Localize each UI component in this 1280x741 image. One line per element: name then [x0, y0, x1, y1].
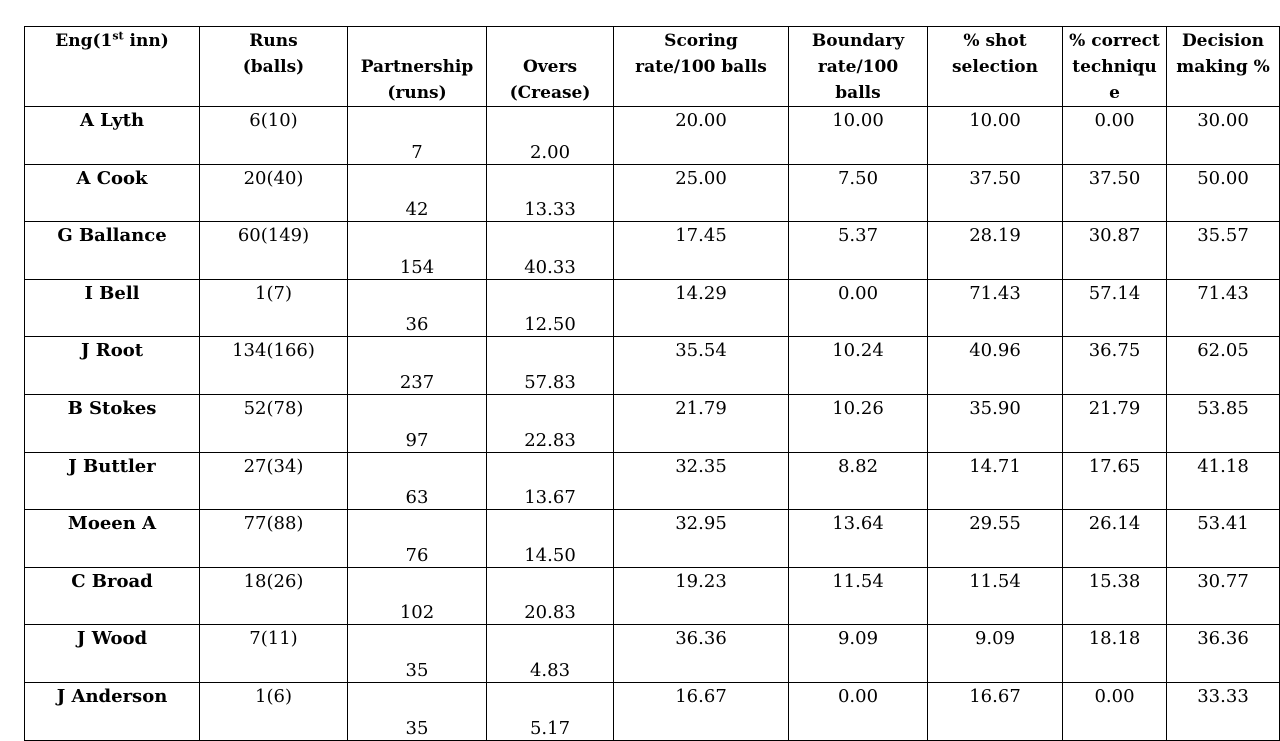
boundary-rate-cell: 11.54: [789, 567, 928, 625]
table-row: [25, 164, 1280, 222]
shot-selection-cell: 35.90: [928, 394, 1063, 452]
player-name-cell: A Cook: [25, 164, 200, 222]
decision-making-cell: 53.41: [1167, 510, 1280, 568]
header-boundary-rate: Boundary rate/100 balls: [789, 27, 928, 107]
partnership-runs-cell: 36: [348, 279, 487, 337]
runs-balls-cell: 6(10): [200, 107, 348, 165]
boundary-rate-cell: 0.00: [789, 682, 928, 740]
boundary-rate-cell: 9.09: [789, 625, 928, 683]
header-shot-selection: % shot selection: [928, 27, 1063, 107]
runs-balls-cell: 20(40): [200, 164, 348, 222]
shot-selection-cell: 37.50: [928, 164, 1063, 222]
player-name-cell: J Anderson: [25, 682, 200, 740]
overs-crease-cell: 4.83: [487, 625, 614, 683]
shot-selection-cell: 71.43: [928, 279, 1063, 337]
boundary-rate-cell: 5.37: [789, 222, 928, 280]
boundary-rate-cell: 0.00: [789, 279, 928, 337]
player-name-cell: J Root: [25, 337, 200, 395]
correct-technique-cell: 37.50: [1063, 164, 1167, 222]
header-innings: Eng(1st inn): [25, 27, 200, 107]
decision-making-cell: 62.05: [1167, 337, 1280, 395]
shot-selection-cell: 16.67: [928, 682, 1063, 740]
header-correct-technique: % correct techniqu e: [1063, 27, 1167, 107]
shot-selection-cell: 10.00: [928, 107, 1063, 165]
partnership-runs-cell: 7: [348, 107, 487, 165]
header-partnership: Partnership (runs): [348, 27, 487, 107]
boundary-rate-cell: 7.50: [789, 164, 928, 222]
correct-technique-cell: 36.75: [1063, 337, 1167, 395]
scoring-rate-cell: 16.67: [614, 682, 789, 740]
table-row: [25, 107, 1280, 165]
shot-selection-cell: 28.19: [928, 222, 1063, 280]
table-row: [25, 682, 1280, 740]
partnership-runs-cell: 35: [348, 625, 487, 683]
overs-crease-cell: 14.50: [487, 510, 614, 568]
table-row: [25, 567, 1280, 625]
overs-crease-cell: 13.33: [487, 164, 614, 222]
runs-balls-cell: 60(149): [200, 222, 348, 280]
player-name-cell: J Buttler: [25, 452, 200, 510]
decision-making-cell: 50.00: [1167, 164, 1280, 222]
table-row: [25, 625, 1280, 683]
player-name-cell: B Stokes: [25, 394, 200, 452]
batting-analysis-table: [24, 26, 1280, 741]
scoring-rate-cell: 21.79: [614, 394, 789, 452]
runs-balls-cell: 52(78): [200, 394, 348, 452]
runs-balls-cell: 7(11): [200, 625, 348, 683]
correct-technique-cell: 0.00: [1063, 107, 1167, 165]
header-decision-making: Decision making %: [1167, 27, 1280, 107]
shot-selection-cell: 29.55: [928, 510, 1063, 568]
shot-selection-cell: 40.96: [928, 337, 1063, 395]
player-name-cell: J Wood: [25, 625, 200, 683]
player-name-cell: C Broad: [25, 567, 200, 625]
correct-technique-cell: 15.38: [1063, 567, 1167, 625]
decision-making-cell: 36.36: [1167, 625, 1280, 683]
partnership-runs-cell: 76: [348, 510, 487, 568]
decision-making-cell: 41.18: [1167, 452, 1280, 510]
overs-crease-cell: 40.33: [487, 222, 614, 280]
header-scoring-rate: Scoring rate/100 balls: [614, 27, 789, 107]
correct-technique-cell: 0.00: [1063, 682, 1167, 740]
scoring-rate-cell: 32.95: [614, 510, 789, 568]
partnership-runs-cell: 35: [348, 682, 487, 740]
correct-technique-cell: 21.79: [1063, 394, 1167, 452]
partnership-runs-cell: 42: [348, 164, 487, 222]
decision-making-cell: 71.43: [1167, 279, 1280, 337]
partnership-runs-cell: 154: [348, 222, 487, 280]
overs-crease-cell: 22.83: [487, 394, 614, 452]
shot-selection-cell: 11.54: [928, 567, 1063, 625]
decision-making-cell: 30.00: [1167, 107, 1280, 165]
runs-balls-cell: 27(34): [200, 452, 348, 510]
overs-crease-cell: 20.83: [487, 567, 614, 625]
player-name-cell: G Ballance: [25, 222, 200, 280]
header-overs: Overs (Crease): [487, 27, 614, 107]
header-runs: Runs (balls): [200, 27, 348, 107]
player-name-cell: A Lyth: [25, 107, 200, 165]
runs-balls-cell: 18(26): [200, 567, 348, 625]
boundary-rate-cell: 10.26: [789, 394, 928, 452]
partnership-runs-cell: 63: [348, 452, 487, 510]
overs-crease-cell: 57.83: [487, 337, 614, 395]
scoring-rate-cell: 19.23: [614, 567, 789, 625]
correct-technique-cell: 18.18: [1063, 625, 1167, 683]
decision-making-cell: 30.77: [1167, 567, 1280, 625]
decision-making-cell: 35.57: [1167, 222, 1280, 280]
table-row: [25, 279, 1280, 337]
scoring-rate-cell: 35.54: [614, 337, 789, 395]
boundary-rate-cell: 10.24: [789, 337, 928, 395]
overs-crease-cell: 13.67: [487, 452, 614, 510]
player-name-cell: I Bell: [25, 279, 200, 337]
overs-crease-cell: 12.50: [487, 279, 614, 337]
boundary-rate-cell: 8.82: [789, 452, 928, 510]
scoring-rate-cell: 32.35: [614, 452, 789, 510]
table-row: [25, 394, 1280, 452]
player-name-cell: Moeen A: [25, 510, 200, 568]
shot-selection-cell: 14.71: [928, 452, 1063, 510]
table-header: [25, 27, 1280, 107]
scoring-rate-cell: 14.29: [614, 279, 789, 337]
boundary-rate-cell: 10.00: [789, 107, 928, 165]
correct-technique-cell: 17.65: [1063, 452, 1167, 510]
correct-technique-cell: 26.14: [1063, 510, 1167, 568]
runs-balls-cell: 1(6): [200, 682, 348, 740]
table-row: [25, 337, 1280, 395]
table-row: [25, 510, 1280, 568]
decision-making-cell: 33.33: [1167, 682, 1280, 740]
table-row: [25, 452, 1280, 510]
decision-making-cell: 53.85: [1167, 394, 1280, 452]
partnership-runs-cell: 237: [348, 337, 487, 395]
scoring-rate-cell: 36.36: [614, 625, 789, 683]
overs-crease-cell: 2.00: [487, 107, 614, 165]
overs-crease-cell: 5.17: [487, 682, 614, 740]
partnership-runs-cell: 97: [348, 394, 487, 452]
runs-balls-cell: 134(166): [200, 337, 348, 395]
correct-technique-cell: 30.87: [1063, 222, 1167, 280]
table-body: [25, 107, 1280, 741]
runs-balls-cell: 1(7): [200, 279, 348, 337]
table-row: [25, 222, 1280, 280]
partnership-runs-cell: 102: [348, 567, 487, 625]
correct-technique-cell: 57.14: [1063, 279, 1167, 337]
boundary-rate-cell: 13.64: [789, 510, 928, 568]
scoring-rate-cell: 17.45: [614, 222, 789, 280]
scoring-rate-cell: 25.00: [614, 164, 789, 222]
shot-selection-cell: 9.09: [928, 625, 1063, 683]
scoring-rate-cell: 20.00: [614, 107, 789, 165]
runs-balls-cell: 77(88): [200, 510, 348, 568]
